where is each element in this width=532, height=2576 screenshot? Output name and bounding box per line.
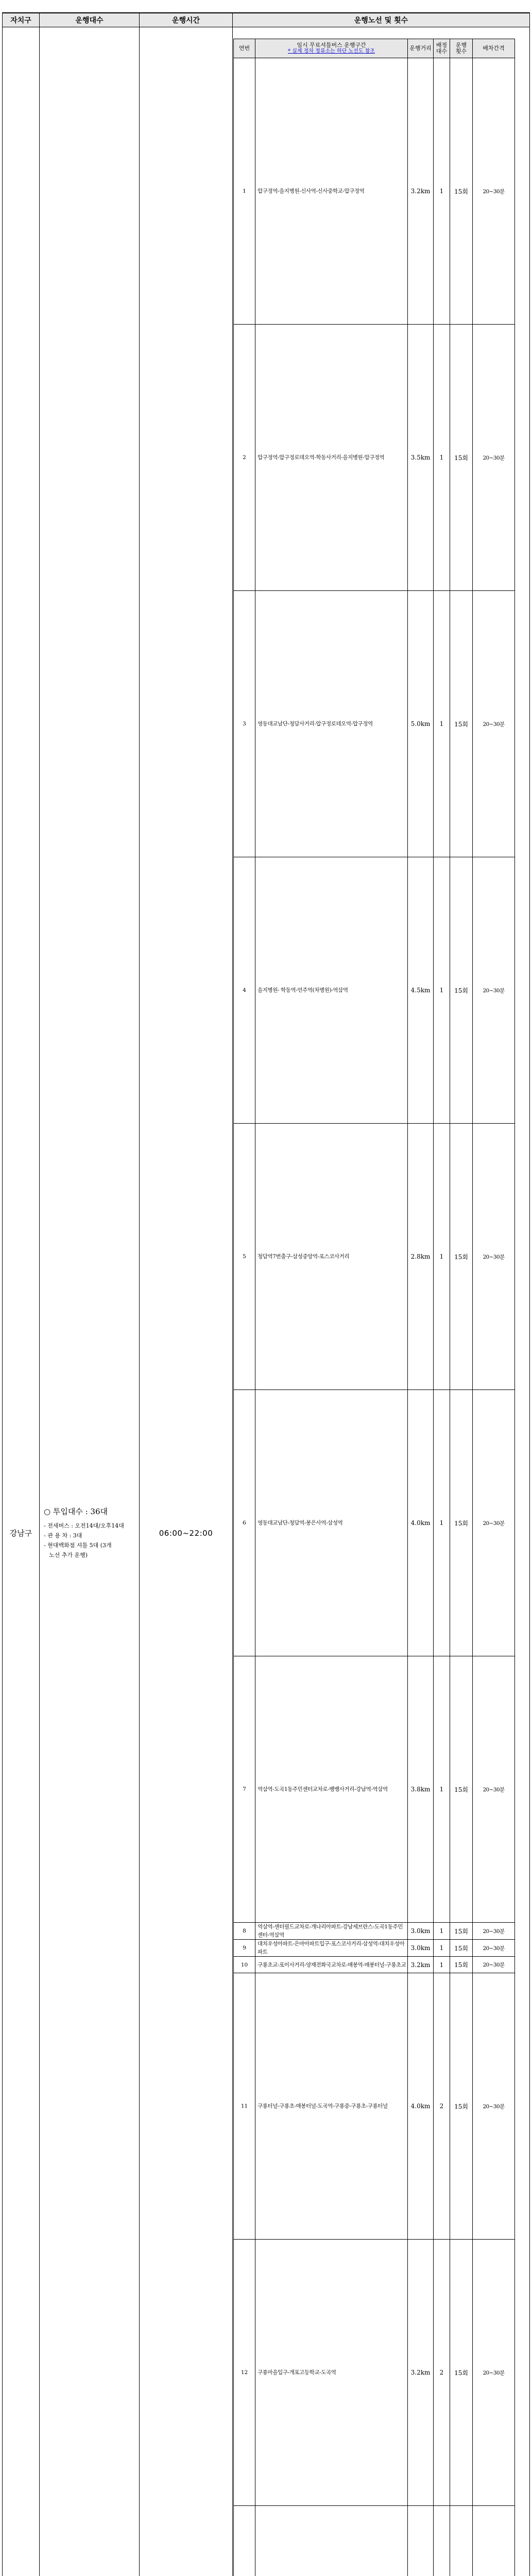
- route-interval: 20~30분: [473, 1957, 515, 1973]
- route-interval: 20~30분: [473, 1390, 515, 1656]
- route-interval: 20~30분: [473, 591, 515, 857]
- route-trips: 15회: [450, 58, 473, 325]
- route-units: 2: [434, 2240, 450, 2506]
- route-interval: 20~30분: [473, 1940, 515, 1957]
- route-section: 을지병원- 학동역-언주역(차병원)-역삼역: [255, 857, 408, 1124]
- header-district: 자치구: [3, 13, 40, 27]
- route-row: [234, 1656, 515, 1923]
- route-distance: 3.2km: [408, 58, 434, 325]
- route-no: 1: [234, 58, 255, 325]
- route-units: 1: [434, 58, 450, 325]
- route-distance: 4.5km: [408, 857, 434, 1124]
- fleet-total: ○ 투입대수 : 36대: [44, 1506, 139, 1517]
- route-trips: 15회: [450, 1957, 473, 1973]
- route-row: [234, 591, 515, 857]
- col-distance: 운행거리: [408, 39, 434, 58]
- route-row: [234, 2506, 515, 2576]
- route-trips: [450, 2506, 473, 2576]
- route-units: 1: [434, 1957, 450, 1973]
- route-interval: 20~30분: [473, 1923, 515, 1940]
- hours-cell: 06:00~22:00: [140, 27, 233, 2576]
- route-distance: 3.2km: [408, 2240, 434, 2506]
- route-section: 압구정역-을지병원-신사역-신사중학교-압구정역: [255, 58, 408, 325]
- route-units: 1: [434, 1390, 450, 1656]
- route-units: 1: [434, 325, 450, 591]
- route-interval: 20~30분: [473, 325, 515, 591]
- header-hours: 운행시간: [140, 13, 233, 27]
- route-distance: 3.2km: [408, 1957, 434, 1973]
- units-label: 대수: [434, 48, 450, 55]
- route-row: [234, 857, 515, 1124]
- fleet-detail: 노선 추가 운행): [44, 1550, 139, 1560]
- route-units: 1: [434, 1940, 450, 1957]
- route-section: 대치우성아파트-은마아파트입구-포스코사거리-삼성역-대치우성아파트: [255, 1940, 408, 1957]
- shuttle-info-table: [2, 12, 530, 2576]
- route-section: [255, 2506, 408, 2576]
- route-interval: 20~30분: [473, 2240, 515, 2506]
- route-trips: 15회: [450, 1656, 473, 1923]
- route-row: [234, 325, 515, 591]
- route-trips: 15회: [450, 857, 473, 1124]
- col-section: [255, 39, 408, 58]
- fleet-detail: - 전세버스 : 오전14대/오후14대: [44, 1521, 139, 1531]
- route-no: 7: [234, 1656, 255, 1923]
- route-distance: 3.5km: [408, 325, 434, 591]
- route-distance: 4.0km: [408, 1973, 434, 2240]
- route-no: 11: [234, 1973, 255, 2240]
- route-interval: 20~30분: [473, 1124, 515, 1390]
- route-section: 영동대교남단-청담역-봉은사역-삼성역: [255, 1390, 408, 1656]
- route-distance: 3.8km: [408, 1656, 434, 1923]
- route-distance: 3.0km: [408, 1940, 434, 1957]
- trips-label: 운행: [450, 42, 472, 48]
- route-distance: 5.0km: [408, 591, 434, 857]
- route-trips: 15회: [450, 591, 473, 857]
- fleet-detail: - 관 용 차 : 3대: [44, 1531, 139, 1540]
- route-interval: 20~30분: [473, 1656, 515, 1923]
- fleet-detail: - 현대백화점 셔틀 5대 (3개: [44, 1540, 139, 1550]
- route-interval: 20~30분: [473, 1973, 515, 2240]
- route-row: [234, 1923, 515, 1940]
- units-label: 배정: [434, 42, 450, 48]
- route-no: 5: [234, 1124, 255, 1390]
- route-row: [234, 2240, 515, 2506]
- route-units: [434, 2506, 450, 2576]
- route-no: 2: [234, 325, 255, 591]
- header-fleet: 운행대수: [40, 13, 140, 27]
- route-section: 영동대교남단-청담사거리-압구정로데오역-압구정역: [255, 591, 408, 857]
- route-row: [234, 1957, 515, 1973]
- route-trips: 15회: [450, 1973, 473, 2240]
- routes-cell: [233, 27, 530, 2576]
- route-distance: 2.8km: [408, 1124, 434, 1390]
- route-row: [234, 1390, 515, 1656]
- col-no: 연번: [234, 39, 255, 58]
- route-section: 청담역7번출구-삼성중앙역-포스코사거리: [255, 1124, 408, 1390]
- route-table: [233, 39, 515, 2576]
- route-section: 구룡마을입구-개포고등학교-도곡역: [255, 2240, 408, 2506]
- route-trips: 15회: [450, 1923, 473, 1940]
- route-units: 1: [434, 857, 450, 1124]
- route-header-row: [234, 39, 515, 58]
- route-no: 9: [234, 1940, 255, 1957]
- route-no: 4: [234, 857, 255, 1124]
- route-interval: 20~30분: [473, 857, 515, 1124]
- col-units: [434, 39, 450, 58]
- header-routes: 운행노선 및 횟수: [233, 13, 530, 27]
- route-section: 역삼역-센터필드교차로-개나리아파트-강남세브란스-도곡1동주민센터-역삼역: [255, 1923, 408, 1940]
- route-interval: [473, 2506, 515, 2576]
- route-row: [234, 1940, 515, 1957]
- route-trips: 15회: [450, 1390, 473, 1656]
- section-note: * 실제 정차 정류소는 하단 노선도 참조: [255, 48, 407, 55]
- route-trips: 15회: [450, 1940, 473, 1957]
- route-interval: 20~30분: [473, 58, 515, 325]
- route-units: 1: [434, 591, 450, 857]
- route-units: 2: [434, 1973, 450, 2240]
- route-row: [234, 1973, 515, 2240]
- district-cell: 강남구: [3, 27, 40, 2576]
- gangnam-row: [3, 27, 530, 2576]
- route-no: 8: [234, 1923, 255, 1940]
- route-units: 1: [434, 1923, 450, 1940]
- route-units: 1: [434, 1656, 450, 1923]
- col-trips: [450, 39, 473, 58]
- route-no: 12: [234, 2240, 255, 2506]
- route-no: 6: [234, 1390, 255, 1656]
- route-distance: 4.0km: [408, 1390, 434, 1656]
- route-no: [234, 2506, 255, 2576]
- route-row: [234, 58, 515, 325]
- route-no: 10: [234, 1957, 255, 1973]
- header-row: [3, 13, 530, 27]
- route-section: 구룡초교-포이사거리-양재전화국교차로-매봉역-매봉터널-구룡초교: [255, 1957, 408, 1973]
- trips-label: 횟수: [450, 48, 472, 55]
- route-section: 구룡터널-구룡초-매봉터널-도곡역-구룡중-구룡초-구룡터널: [255, 1973, 408, 2240]
- route-trips: 15회: [450, 1124, 473, 1390]
- route-section: 압구정역-압구정로데오역-학동사거리-을지병원-압구정역: [255, 325, 408, 591]
- route-units: 1: [434, 1124, 450, 1390]
- route-no: 3: [234, 591, 255, 857]
- section-title: 임시 무료셔틀버스 운행구간: [255, 42, 407, 48]
- fleet-cell: [40, 27, 140, 2576]
- route-distance: [408, 2506, 434, 2576]
- route-row: [234, 1124, 515, 1390]
- route-trips: 15회: [450, 325, 473, 591]
- route-distance: 3.0km: [408, 1923, 434, 1940]
- route-trips: 15회: [450, 2240, 473, 2506]
- route-section: 역삼역-도곡1동주민센터교차로-뱅뱅사거리-강남역-역삼역: [255, 1656, 408, 1923]
- col-interval: 배차간격: [473, 39, 515, 58]
